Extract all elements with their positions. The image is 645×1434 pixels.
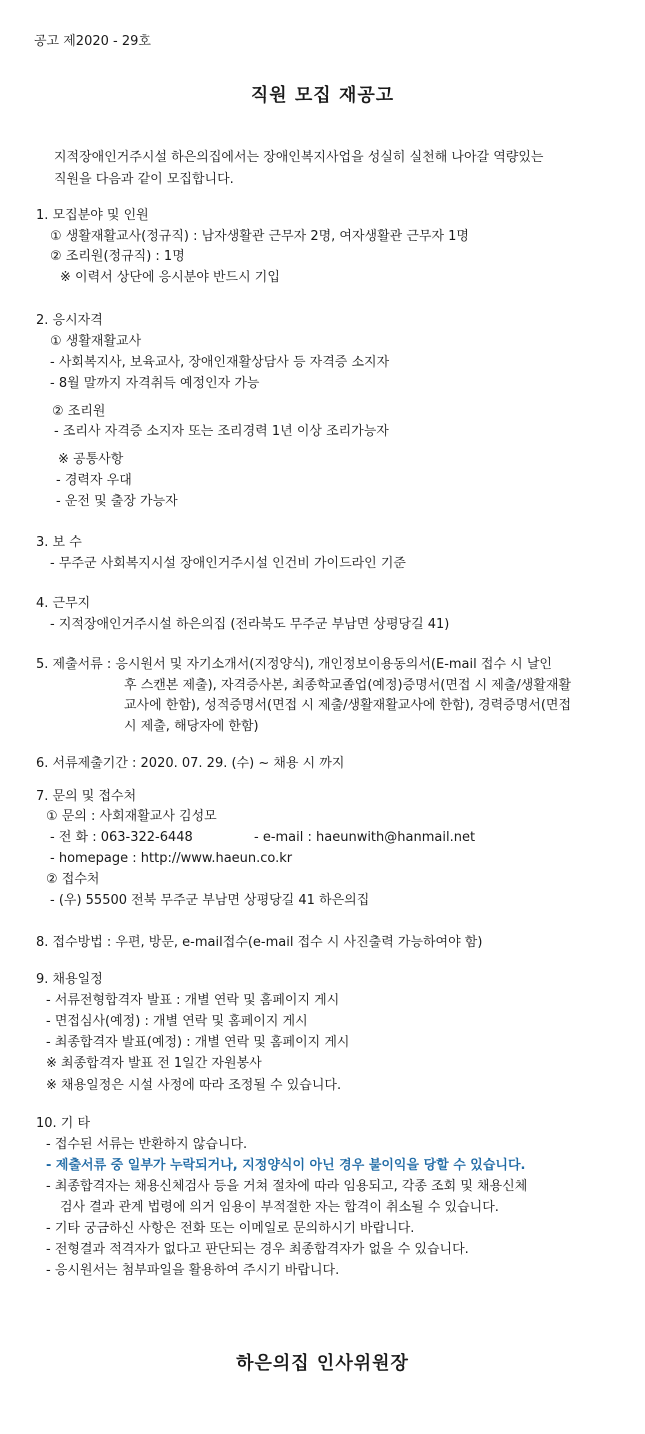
section-9-item: - 서류전형합격자 발표 : 개별 연락 및 홈페이지 게시 [46, 993, 340, 1008]
section-3-heading: 3. 보 수 [36, 535, 82, 550]
phone-number: - 전 화 : 063-322-6448 [50, 830, 193, 845]
section-7-heading: 7. 문의 및 접수처 [36, 789, 137, 804]
section-10-heading: 10. 기 타 [36, 1116, 91, 1131]
section-2-item: - 8월 말까지 자격취득 예정인자 가능 [50, 376, 260, 391]
email-address: - e-mail : haeunwith@hanmail.net [254, 830, 476, 845]
intro-line: 지적장애인거주시설 하은의집에서는 장애인복지사업을 성실히 실천해 나아갈 역량있는 [54, 150, 544, 165]
section-2-item: - 경력자 우대 [56, 473, 132, 488]
section-10-item: - 전형결과 적격자가 없다고 판단되는 경우 최종합격자가 없을 수 있습니다. [46, 1242, 469, 1257]
section-8-heading: 8. 접수방법 : 우편, 방문, e-mail접수(e-mail 접수 시 사진출력 가능하여야 함) [36, 935, 483, 950]
section-2-heading: 2. 응시자격 [36, 313, 103, 328]
section-5-line: 교사에 한함), 성적증명서(면접 시 제출/생활재활교사에 한함), 경력증명서(면접 [124, 698, 572, 713]
section-3-text: - 무주군 사회복지시설 장애인거주시설 인건비 가이드라인 기준 [50, 556, 406, 571]
section-1-item: ② 조리원(정규직) : 1명 [50, 249, 185, 264]
section-4-heading: 4. 근무지 [36, 596, 91, 611]
section-10-item: - 최종합격자는 채용신체검사 등을 거쳐 절차에 따라 임용되고, 각종 조회 및 채용신체 [46, 1179, 528, 1194]
section-10-item: - 기타 궁금하신 사항은 전화 또는 이메일로 문의하시기 바랍니다. [46, 1221, 415, 1236]
section-1-note: ※ 이력서 상단에 응시분야 반드시 기입 [60, 270, 280, 285]
signature: 하은의집 인사위원장 [236, 1353, 409, 1374]
section-2-item: - 운전 및 출장 가능자 [56, 494, 178, 509]
section-5-line: 후 스캔본 제출), 자격증사본, 최종학교졸업(예정)증명서(면접 시 제출/생활재활 [124, 678, 572, 693]
mailing-address: - (우) 55500 전북 무주군 부남면 상평당길 41 하은의집 [50, 893, 370, 908]
section-9-item: - 면접심사(예정) : 개별 연락 및 홈페이지 게시 [46, 1014, 308, 1029]
section-2-sub-heading: ② 조리원 [52, 404, 106, 419]
section-2-item: - 사회복지사, 보육교사, 장애인재활상담사 등 자격증 소지자 [50, 355, 390, 370]
intro-line: 직원을 다음과 같이 모집합니다. [54, 172, 234, 187]
section-5-line: 시 제출, 해당자에 한함) [124, 719, 259, 734]
section-2-common-heading: ※ 공통사항 [58, 452, 124, 467]
section-7-sub-heading: ② 접수처 [46, 872, 100, 887]
section-7-sub-heading: ① 문의 : 사회재활교사 김성모 [46, 809, 217, 824]
section-6-heading: 6. 서류제출기간 : 2020. 07. 29. (수) ~ 채용 시 까지 [36, 756, 345, 771]
page-title: 직원 모집 재공고 [250, 85, 395, 106]
section-9-note: ※ 채용일정은 시설 사정에 따라 조정될 수 있습니다. [46, 1078, 342, 1093]
section-1-heading: 1. 모집분야 및 인원 [36, 208, 149, 223]
section-2-sub-heading: ① 생활재활교사 [50, 334, 142, 349]
section-10-item: - 응시원서는 첨부파일을 활용하여 주시기 바랍니다. [46, 1263, 340, 1278]
section-9-note: ※ 최종합격자 발표 전 1일간 자원봉사 [46, 1056, 262, 1071]
notice-number: 공고 제2020 - 29호 [34, 34, 151, 49]
section-10-item: - 접수된 서류는 반환하지 않습니다. [46, 1137, 248, 1152]
section-5-heading: 5. 제출서류 : 응시원서 및 자기소개서(지정양식), 개인정보이용동의서(E-mail 접수 시 날인 [36, 657, 552, 672]
section-4-text: - 지적장애인거주시설 하은의집 (전라북도 무주군 부남면 상평당길 41) [50, 617, 450, 632]
section-2-item: - 조리사 자격증 소지자 또는 조리경력 1년 이상 조리가능자 [54, 424, 389, 439]
section-1-item: ① 생활재활교사(정규직) : 남자생활관 근무자 2명, 여자생활관 근무자 1명 [50, 229, 469, 244]
section-9-item: - 최종합격자 발표(예정) : 개별 연락 및 홈페이지 게시 [46, 1035, 350, 1050]
section-10-highlight-item: - 제출서류 중 일부가 누락되거나, 지정양식이 아닌 경우 불이익을 당할 수 있습니다. [46, 1158, 526, 1173]
homepage-url: - homepage : http://www.haeun.co.kr [50, 851, 293, 866]
section-9-heading: 9. 채용일정 [36, 972, 103, 987]
section-10-item-continued: 검사 결과 관계 법령에 의거 임용이 부적절한 자는 합격이 취소될 수 있습니다. [60, 1200, 499, 1215]
